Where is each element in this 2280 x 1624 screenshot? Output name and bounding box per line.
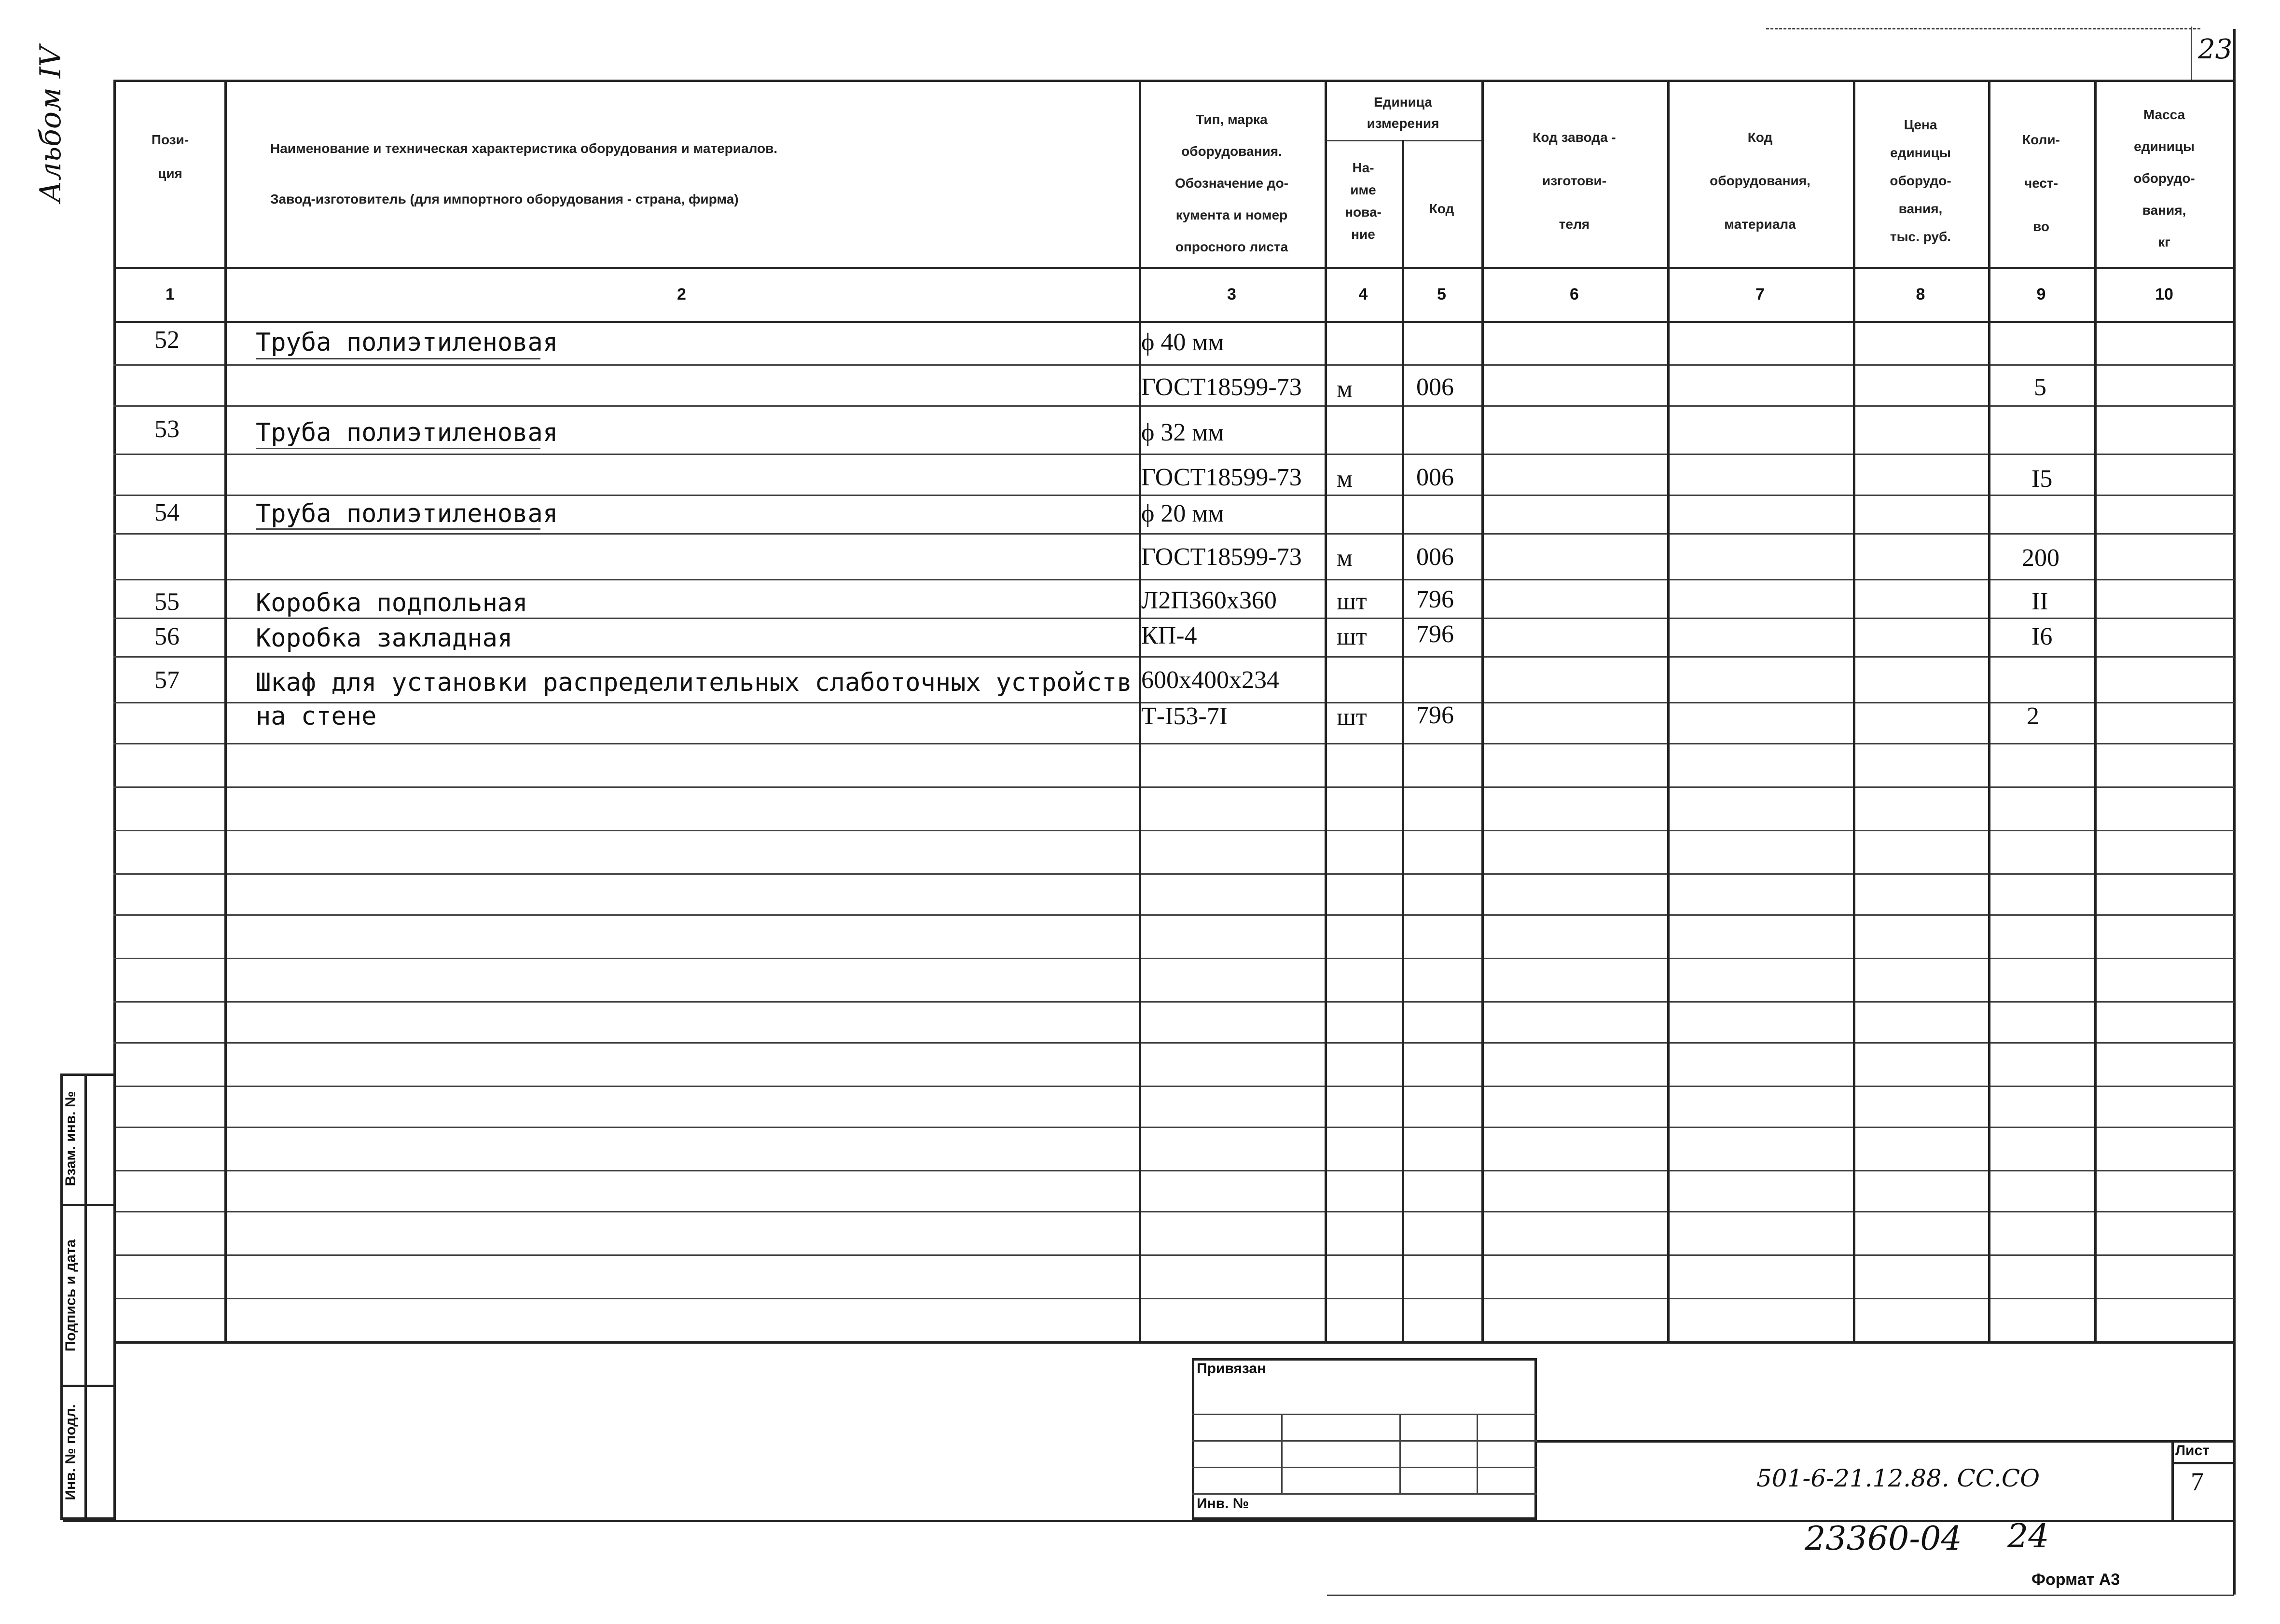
table-row-qty: I5	[2031, 465, 2053, 493]
row-line	[113, 533, 2234, 535]
sheet-label: Лист	[2175, 1443, 2210, 1459]
table-row-type: КП-4	[1141, 622, 1197, 649]
header-equipment-code: Код оборудования, материала	[1710, 130, 1810, 232]
table-row-qty: I6	[2031, 623, 2053, 650]
name-underline	[256, 528, 540, 530]
table-row-qty: II	[2031, 588, 2048, 615]
table-row-name: на стене	[256, 702, 377, 731]
table-row-unit: м	[1337, 544, 1353, 572]
sheet-cell-divider	[2171, 1462, 2234, 1464]
table-row-pos: 52	[154, 326, 180, 354]
colnum-bottom-line	[113, 321, 2234, 323]
name-underline	[256, 358, 540, 359]
row-line	[113, 786, 2234, 788]
table-row-unit: м	[1337, 465, 1353, 493]
table-row-name: Труба полиэтиленовая	[256, 499, 558, 528]
column-number: 3	[1227, 285, 1236, 303]
table-row-pos: 57	[154, 666, 180, 694]
table-row-type: ϕ 20 мм	[1141, 500, 1224, 527]
row-line	[113, 743, 2234, 744]
document-designation: 501-6-21.12.88. СС.СО	[1756, 1464, 2040, 1492]
row-line	[113, 1211, 2234, 1212]
frame-top-line	[113, 80, 2234, 82]
table-row-type: Т-I53-7I	[1141, 702, 1228, 730]
row-line	[113, 1001, 2234, 1003]
archive-sheet: 24	[2007, 1517, 2049, 1555]
table-row-qty: 2	[2027, 702, 2039, 730]
sheet-cell-left	[2171, 1440, 2174, 1520]
side-stamp-original-inv: Инв. № подл.	[63, 1404, 79, 1500]
side-stamp-replacement: Взам. инв. №	[63, 1091, 79, 1186]
name-underline	[256, 618, 511, 619]
row-line	[113, 873, 2234, 875]
frame-top-dash	[1766, 28, 2200, 29]
row-line	[113, 454, 2234, 455]
header-unit-group: Единица измерения	[1367, 95, 1439, 131]
sheet-number: 7	[2191, 1467, 2204, 1496]
bound-col	[1281, 1414, 1283, 1493]
row-line	[113, 656, 2234, 658]
row-line	[113, 830, 2234, 831]
table-row-name: Труба полиэтиленовая	[256, 328, 558, 357]
table-row-code: 006	[1416, 373, 1454, 401]
table-row-unit: м	[1337, 375, 1353, 403]
table-row-code: 796	[1416, 586, 1454, 613]
side-stamp-signature: Подпись и дата	[63, 1239, 79, 1352]
archive-number: 23360-04	[1805, 1520, 1962, 1558]
row-line	[113, 495, 2234, 496]
stamp-top-line	[1537, 1440, 2234, 1443]
table-row-type: ГОСТ18599-73	[1141, 373, 1302, 401]
table-row-pos: 53	[154, 415, 180, 443]
row-line	[113, 1127, 2234, 1128]
table-row-code: 796	[1416, 620, 1454, 648]
table-row-unit: шт	[1337, 703, 1367, 731]
row-line	[113, 405, 2234, 407]
bound-line	[1192, 1440, 1537, 1442]
row-line	[113, 1086, 2234, 1087]
bound-label: Привязан	[1197, 1361, 1266, 1376]
column-number: 5	[1437, 285, 1446, 303]
column-number: 8	[1916, 285, 1925, 303]
table-row-code: 006	[1416, 543, 1454, 571]
column-number: 1	[166, 285, 175, 303]
side-stamp-inner-line	[84, 1073, 87, 1520]
row-line	[113, 1298, 2234, 1299]
table-row-pos: 55	[154, 588, 180, 616]
table-row-code: 796	[1416, 702, 1454, 729]
header-factory-code: Код завода - изготови- теля	[1533, 130, 1616, 232]
column-number: 9	[2036, 285, 2046, 303]
bound-line	[1192, 1414, 1537, 1415]
bound-col	[1477, 1414, 1478, 1493]
table-row-name: Труба полиэтиленовая	[256, 418, 558, 447]
table-bottom-line	[113, 1341, 2234, 1344]
row-line	[113, 364, 2234, 366]
table-row-unit: шт	[1337, 623, 1367, 650]
table-row-pos: 56	[154, 623, 180, 650]
bound-line	[1192, 1467, 1537, 1468]
header-mass: Масса единицы оборудо- вания, кг	[2133, 107, 2195, 249]
album-label: Альбом IV	[34, 46, 68, 203]
column-number: 7	[1755, 285, 1765, 303]
row-line	[113, 1042, 2234, 1044]
column-number: 2	[677, 285, 686, 303]
table-row-type: ϕ 40 мм	[1141, 329, 1224, 356]
table-row-code: 006	[1416, 464, 1454, 491]
header-unit-code: Код	[1429, 201, 1454, 216]
header-position: Пози- ция	[151, 132, 189, 181]
row-line	[113, 1254, 2234, 1256]
table-row-type: ГОСТ18599-73	[1141, 464, 1302, 491]
name-underline	[256, 448, 540, 449]
row-line	[113, 958, 2234, 959]
row-line	[113, 579, 2234, 580]
table-row-type: Л2П360х360	[1141, 587, 1277, 614]
table-row-name: Коробка подпольная	[256, 589, 528, 618]
bound-line	[1192, 1493, 1537, 1495]
table-row-type: 600х400х234	[1141, 666, 1279, 694]
corner-number-divider	[2191, 27, 2192, 80]
header-price: Цена единицы оборудо- вания, тыс. руб.	[1890, 117, 1951, 244]
column-number: 4	[1358, 285, 1368, 303]
header-type: Тип, марка оборудования. Обозначение до- кумента и номер опросного листа	[1175, 112, 1289, 254]
table-row-qty: 200	[2022, 544, 2059, 572]
row-line	[113, 914, 2234, 916]
table-row-unit: шт	[1337, 588, 1367, 615]
format-label: Формат А3	[2031, 1570, 2120, 1589]
header-name: Наименование и техническая характеристика оборудования и материалов. Завод-изготовитель (для импортного оборудования - страна, фирма)	[270, 141, 778, 206]
header-unit-name: На- име нова- ние	[1345, 160, 1382, 242]
header-quantity: Коли- чест- во	[2022, 132, 2060, 234]
frame-right-line	[2233, 29, 2236, 1595]
row-line	[113, 1170, 2234, 1171]
table-row-name: Шкаф для установки распределительных слаботочных устройств	[256, 668, 1132, 697]
column-number: 10	[2155, 285, 2173, 303]
table-row-type: ГОСТ18599-73	[1141, 543, 1302, 571]
corner-page-number: 23	[2198, 34, 2233, 65]
bound-col	[1399, 1414, 1401, 1493]
table-row-pos: 54	[154, 499, 180, 526]
column-number: 6	[1570, 285, 1579, 303]
format-underline	[1327, 1595, 2234, 1596]
table-row-name: Коробка закладная	[256, 624, 513, 653]
table-row-type: ϕ 32 мм	[1141, 419, 1224, 446]
inv-no-label: Инв. №	[1197, 1496, 1249, 1512]
table-row-qty: 5	[2034, 373, 2046, 401]
